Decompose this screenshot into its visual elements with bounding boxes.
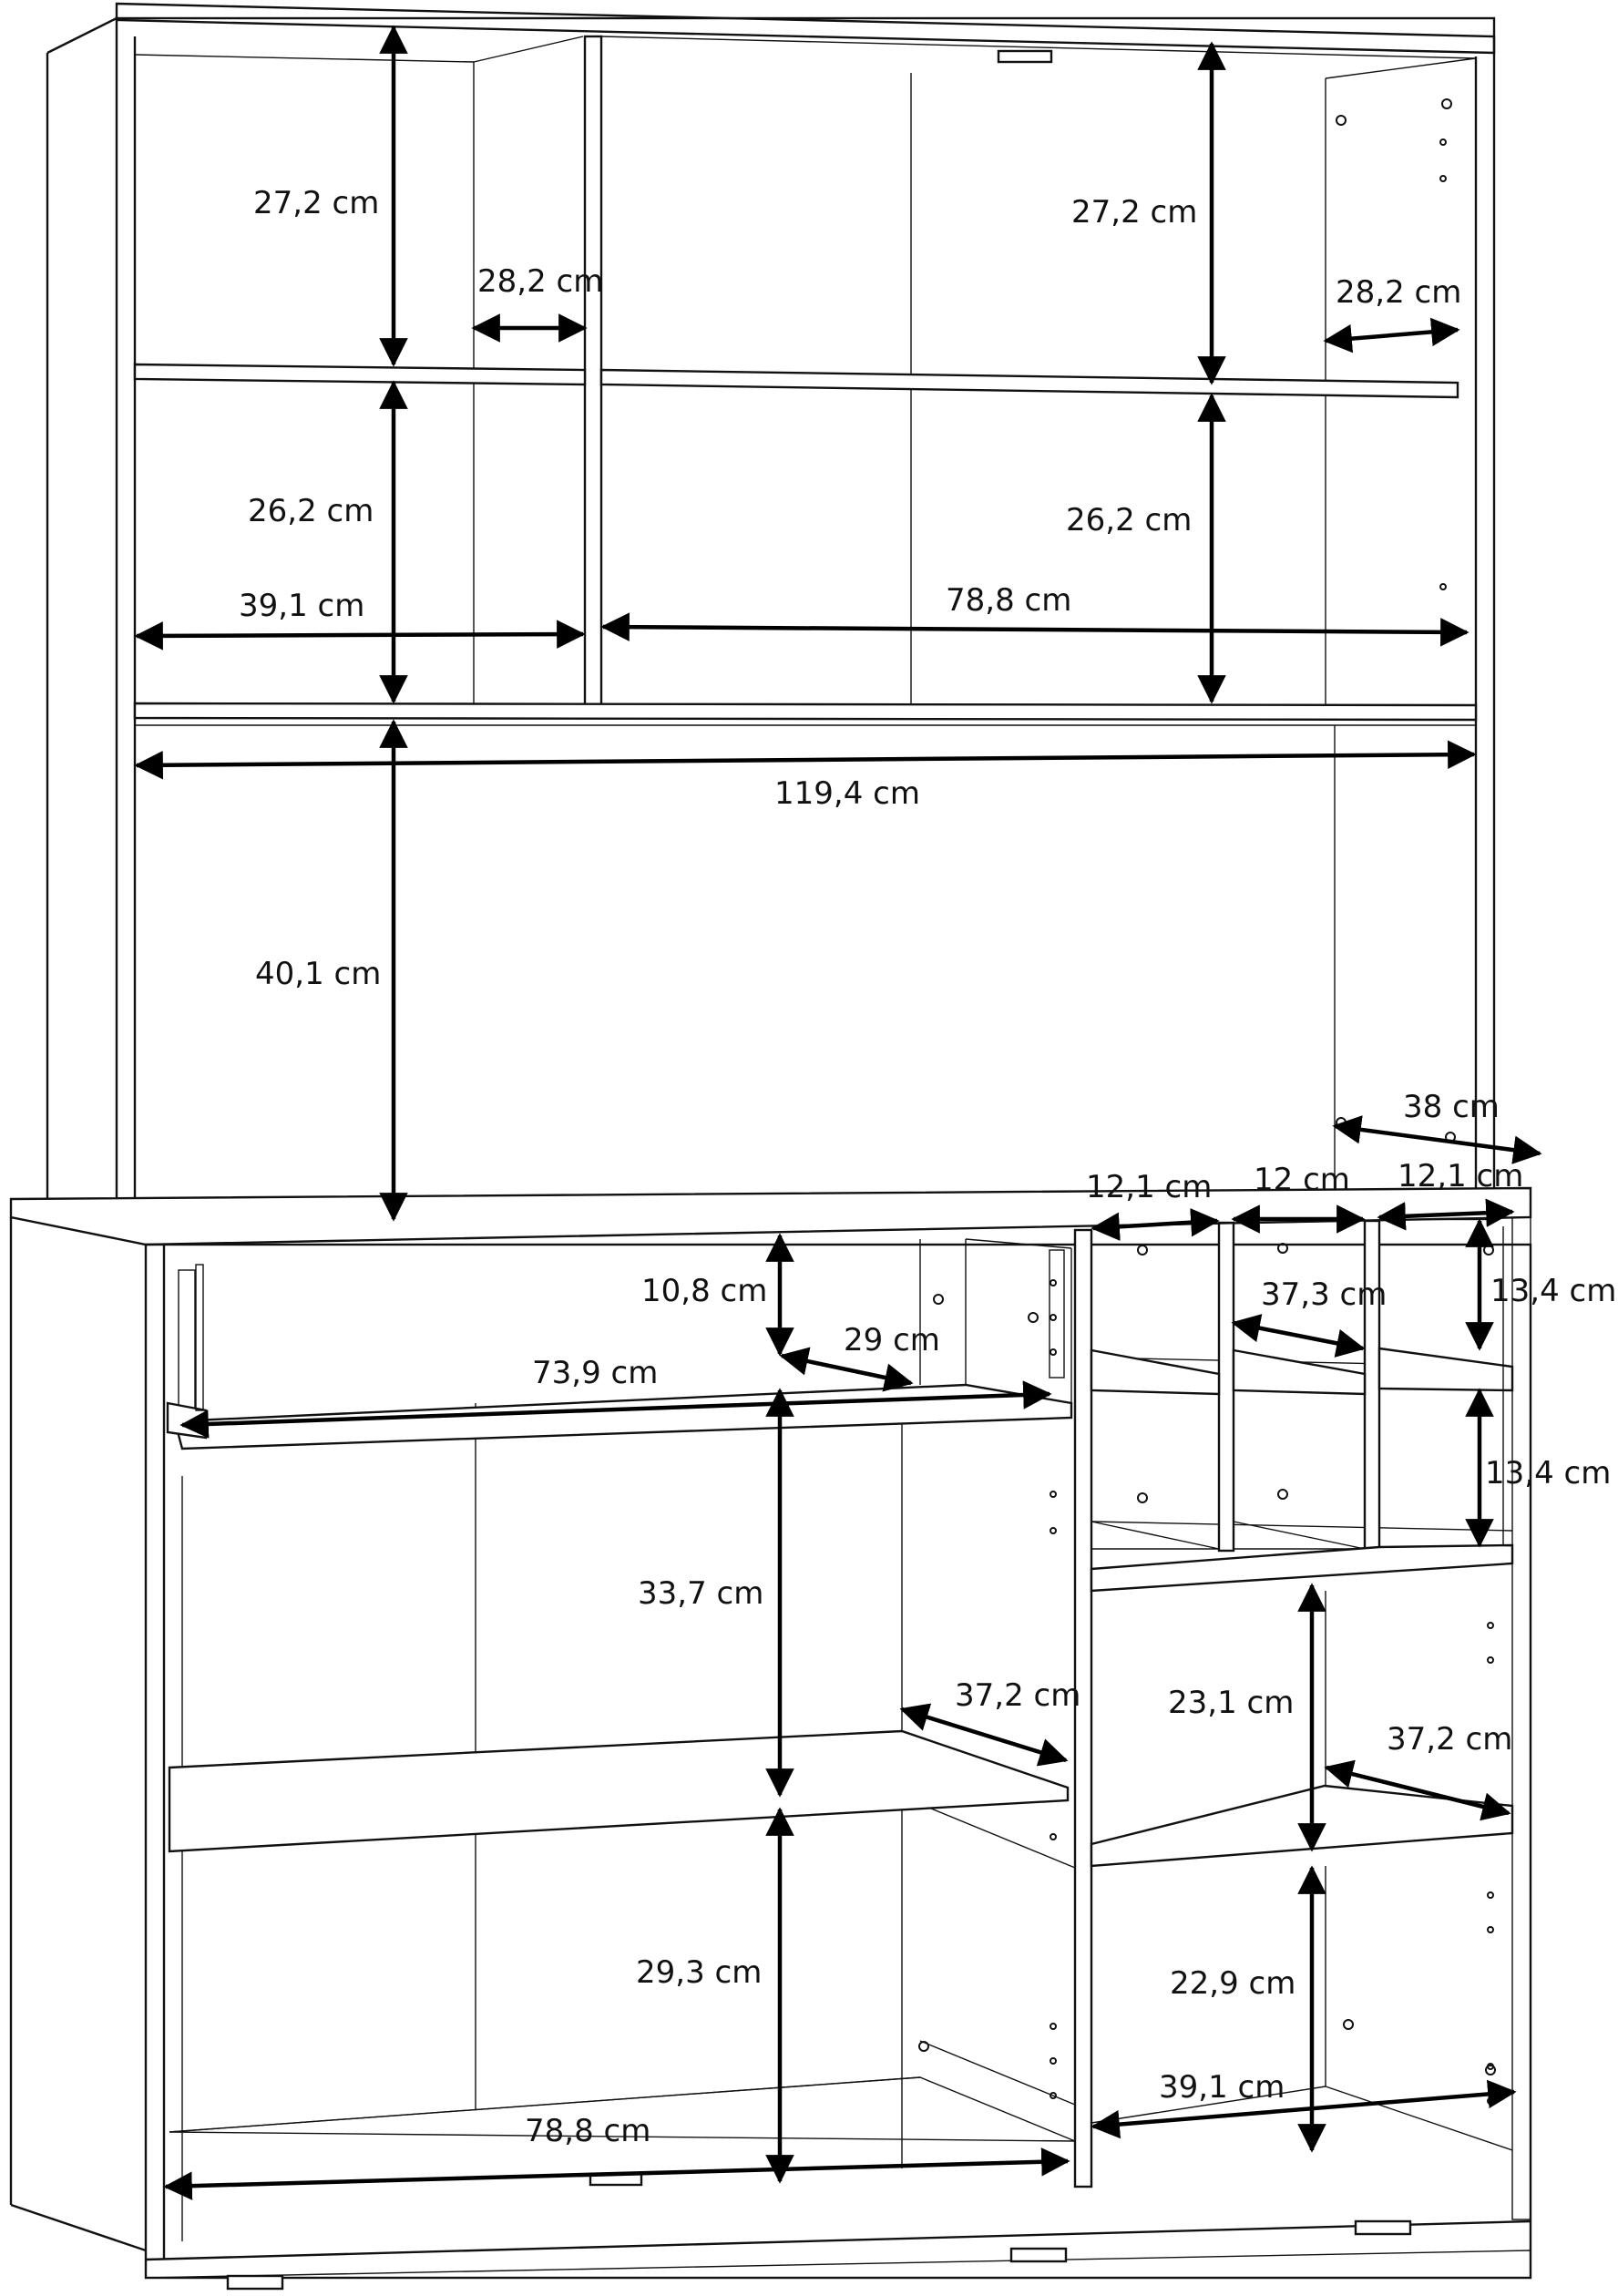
dimension-labels bbox=[239, 185, 1616, 2149]
label-upper-top-right-depth: 28,2 cm bbox=[1336, 274, 1462, 311]
cubby-divider-2 bbox=[1365, 1221, 1379, 1551]
label-lower-right-lower-height: 22,9 cm bbox=[1170, 1965, 1296, 2002]
label-upper-open-height: 40,1 cm bbox=[255, 956, 382, 992]
label-lower-right-upper-height: 23,1 cm bbox=[1168, 1685, 1295, 1721]
label-upper-mid-right-height: 26,2 cm bbox=[1066, 502, 1193, 538]
label-cubby-width-2: 12 cm bbox=[1254, 1162, 1350, 1198]
label-upper-left-width: 39,1 cm bbox=[239, 588, 365, 624]
label-total-depth: 38 cm bbox=[1403, 1089, 1500, 1125]
cubby-shelf bbox=[1091, 1350, 1219, 1394]
label-cubby-height-top: 13,4 cm bbox=[1490, 1273, 1617, 1309]
hutch-vertical-divider bbox=[585, 36, 601, 711]
label-cubby-width-1: 12,1 cm bbox=[1086, 1169, 1213, 1205]
label-lower-right-shelf-depth: 37,2 cm bbox=[1387, 1721, 1513, 1758]
cabinet-left-shelf bbox=[169, 1731, 1068, 1851]
label-drawer-depth: 29 cm bbox=[844, 1322, 940, 1358]
label-drawer-width: 73,9 cm bbox=[532, 1355, 659, 1391]
hutch-handle bbox=[998, 51, 1051, 62]
lower-cabinet bbox=[11, 1188, 1531, 2289]
label-upper-right-width: 78,8 cm bbox=[946, 582, 1072, 619]
label-cubby-height-bottom: 13,4 cm bbox=[1485, 1455, 1612, 1491]
hutch-middle-board bbox=[135, 703, 1476, 720]
label-drawer-height: 10,8 cm bbox=[641, 1273, 768, 1309]
cubby-divider-1 bbox=[1219, 1223, 1234, 1551]
label-upper-top-left-depth: 28,2 cm bbox=[477, 263, 604, 300]
label-upper-mid-left-height: 26,2 cm bbox=[248, 493, 374, 529]
hutch-top-panel bbox=[117, 4, 1494, 53]
label-lower-right-width: 39,1 cm bbox=[1159, 2069, 1285, 2106]
label-lower-left-shelf-depth: 37,2 cm bbox=[955, 1677, 1081, 1714]
label-upper-top-left-height: 27,2 cm bbox=[253, 185, 380, 221]
cubby-base-shelf bbox=[1091, 1545, 1512, 1591]
label-lower-left-lower-height: 29,3 cm bbox=[636, 1954, 763, 1991]
hutch-right-shelf bbox=[601, 370, 1458, 397]
label-cubby-width-3: 12,1 cm bbox=[1398, 1158, 1524, 1194]
label-lower-left-width: 78,8 cm bbox=[525, 2113, 651, 2149]
label-lower-left-upper-height: 33,7 cm bbox=[638, 1575, 764, 1612]
label-cubby-depth: 37,3 cm bbox=[1261, 1276, 1388, 1313]
hutch-left-shelf bbox=[135, 364, 585, 384]
drawer-box bbox=[175, 1385, 1071, 1449]
dimension-arrows bbox=[137, 27, 1540, 2187]
label-upper-total-width: 119,4 cm bbox=[774, 775, 920, 812]
label-upper-top-right-height: 27,2 cm bbox=[1071, 194, 1198, 231]
